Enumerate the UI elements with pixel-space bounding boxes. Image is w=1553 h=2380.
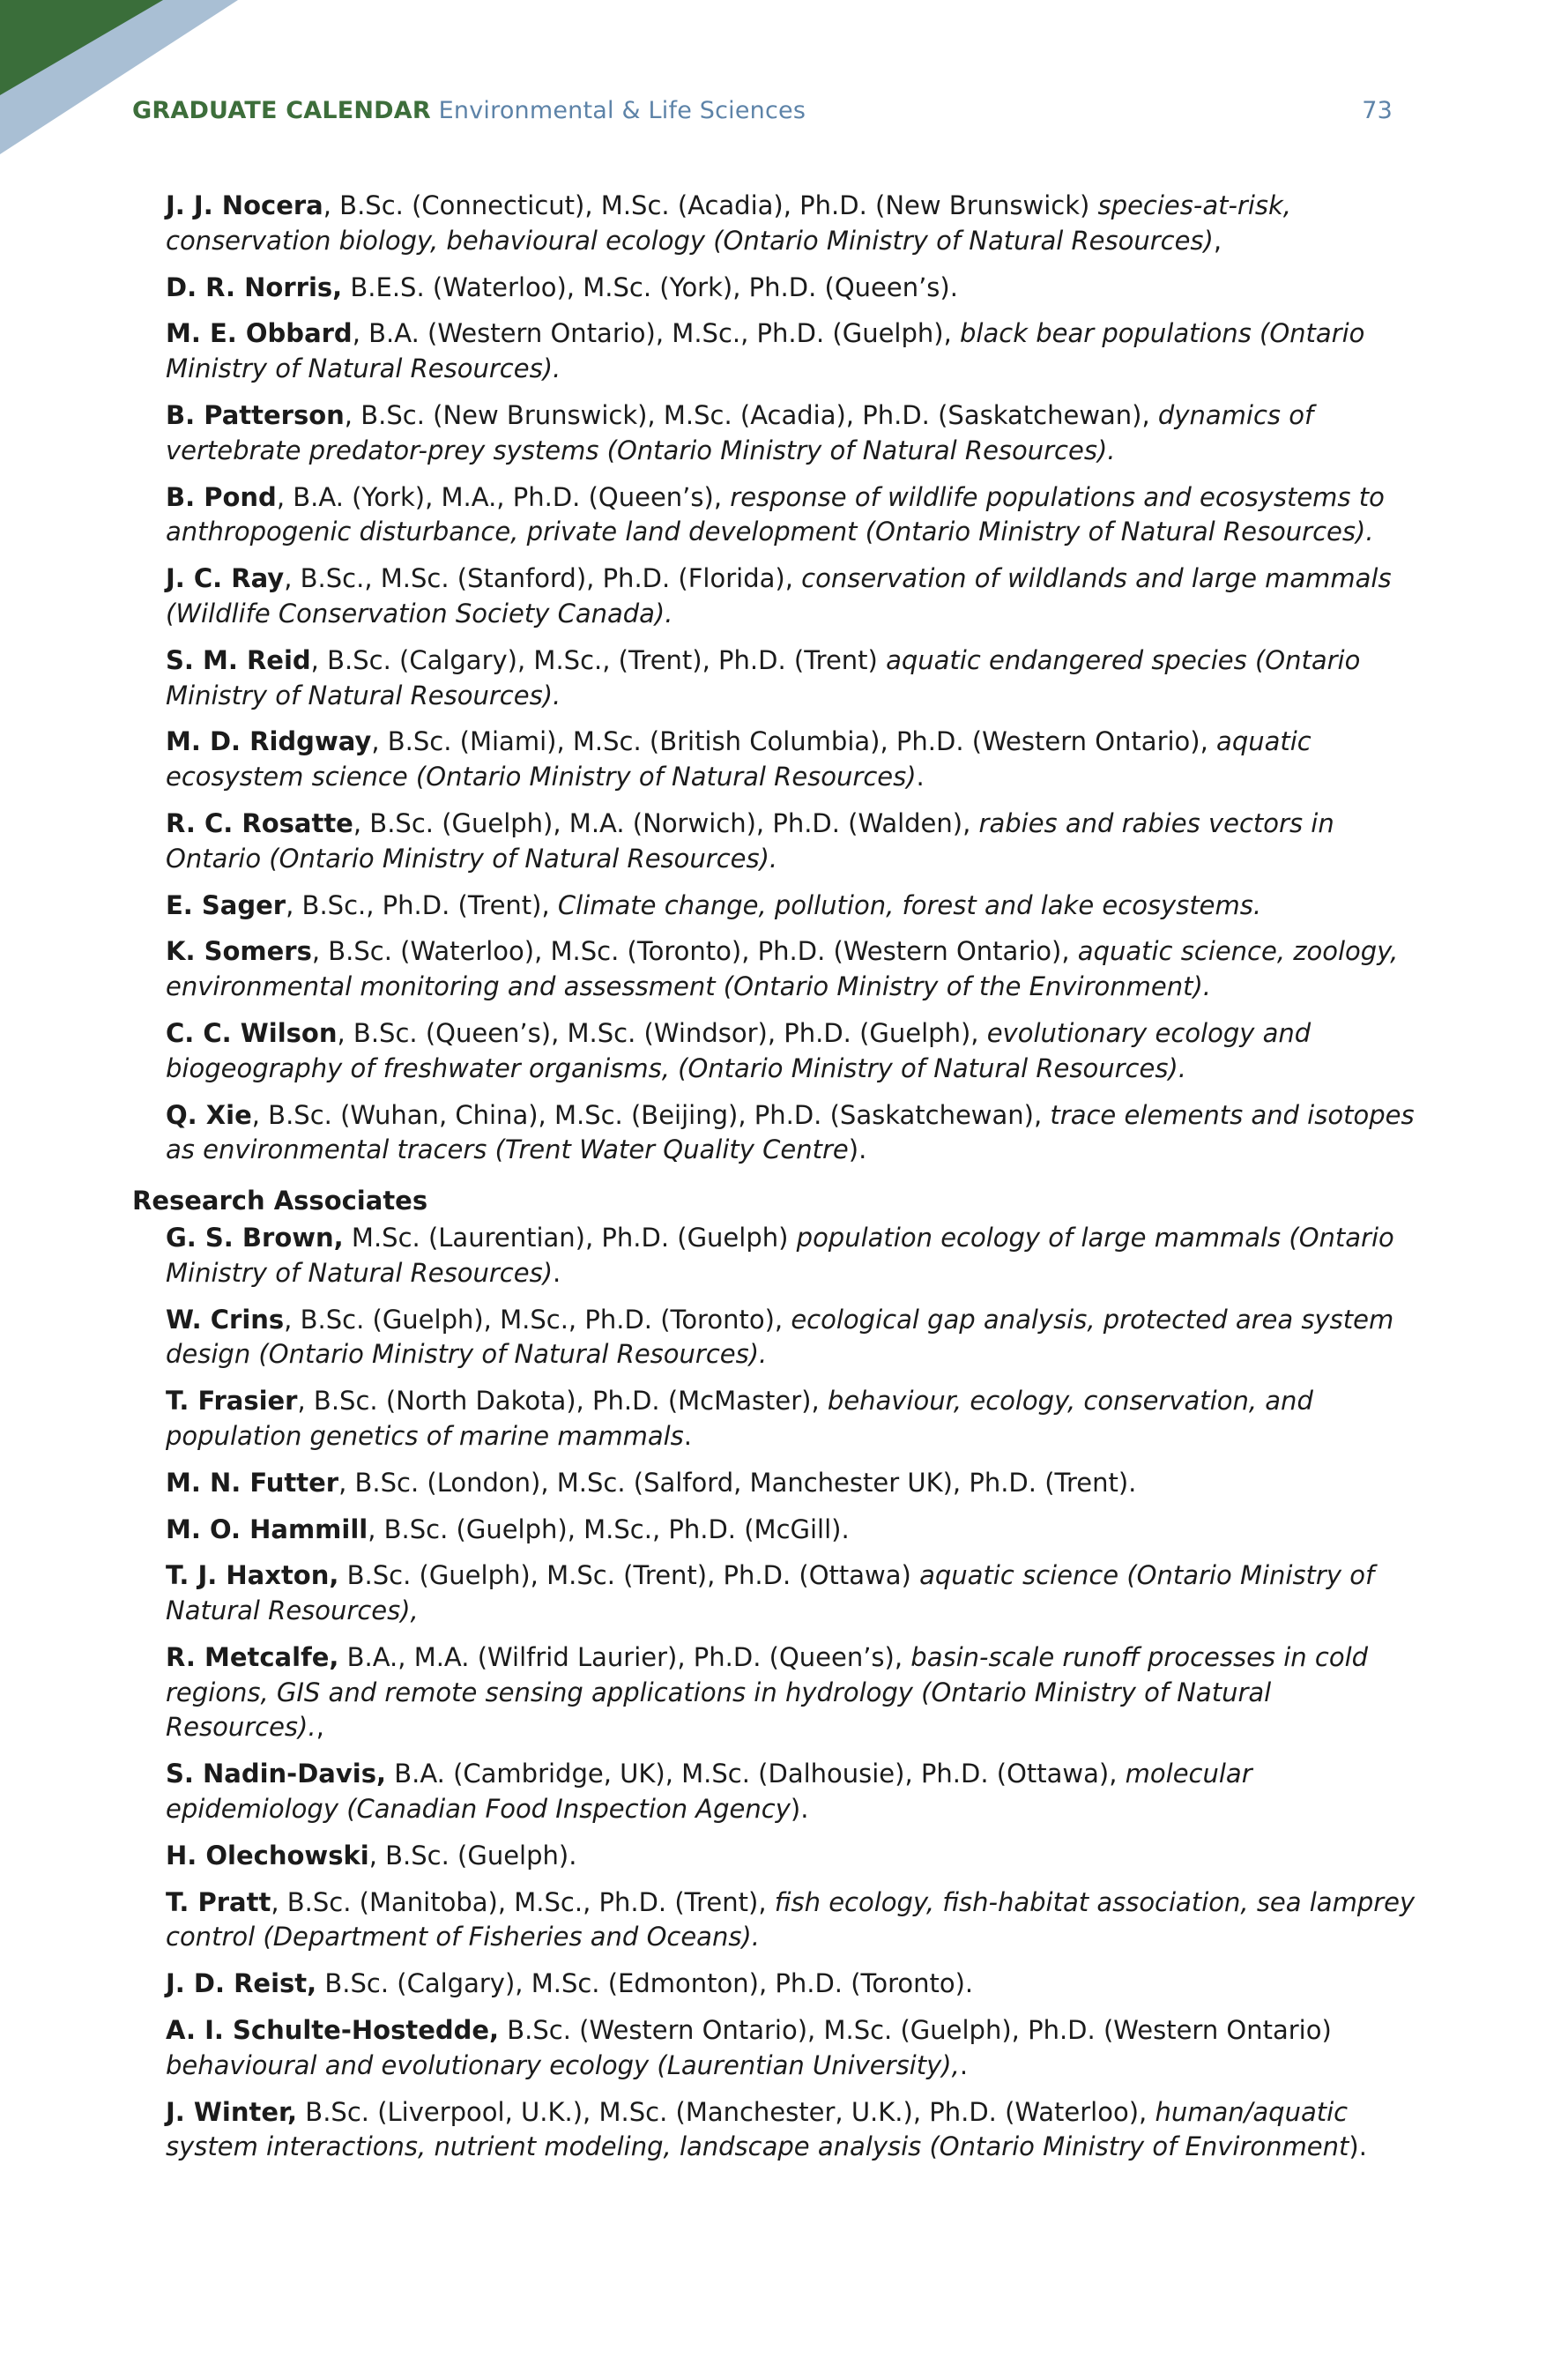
- faculty-name: E. Sager: [166, 889, 286, 920]
- adjunct-faculty-list: [132, 189, 1428, 1168]
- faculty-name: T. J. Haxton,: [166, 1560, 339, 1591]
- research-associates-heading: Research Associates: [132, 1186, 428, 1216]
- corner-decoration: [0, 0, 238, 154]
- faculty-name: S. M. Reid: [166, 644, 311, 675]
- faculty-entry: [166, 2013, 1428, 2084]
- faculty-entry: [166, 1640, 1428, 1745]
- faculty-name: R. Metcalfe,: [166, 1641, 339, 1672]
- research-interests: population ecology of large mammals (Ontario Ministry of Natural Resources): [166, 1222, 1394, 1288]
- research-interests: basin-scale runoff processes in cold regions, GIS and remote sensing applications in hydrology (Ontario Ministry of Natural Resources).: [166, 1641, 1369, 1743]
- faculty-credentials: , B.Sc. (Manitoba), M.Sc., Ph.D. (Trent),: [271, 1886, 775, 1917]
- faculty-entry: [166, 271, 1428, 306]
- faculty-credentials: , B.Sc. (Wuhan, China), M.Sc. (Beijing), Ph.D. (Saskatchewan),: [251, 1099, 1051, 1130]
- faculty-credentials: , B.Sc. (North Dakota), Ph.D. (McMaster),: [297, 1386, 828, 1417]
- research-interests: behaviour, ecology, conservation, and population genetics of marine mammals: [166, 1386, 1313, 1451]
- faculty-name: G. S. Brown,: [166, 1222, 344, 1253]
- research-interests: aquatic science, zoology, environmental monitoring and assessment (Ontario Ministry of the Environment).: [166, 936, 1399, 1002]
- research-associates-list: [132, 1221, 1428, 2165]
- faculty-listing: [132, 189, 1428, 2176]
- faculty-entry: [166, 189, 1428, 259]
- faculty-entry: [166, 1885, 1428, 1956]
- research-interests: aquatic endangered species (Ontario Ministry of Natural Resources).: [166, 644, 1361, 710]
- faculty-entry: [166, 889, 1428, 924]
- faculty-name: D. R. Norris,: [166, 271, 343, 302]
- entry-punctuation: .: [916, 762, 925, 792]
- faculty-entry: [166, 1466, 1428, 1501]
- page-number: 73: [1362, 97, 1393, 124]
- faculty-name: J. C. Ray: [166, 563, 285, 594]
- faculty-credentials: , B.Sc. (New Brunswick), M.Sc. (Acadia), Ph.D. (Saskatchewan),: [344, 399, 1158, 430]
- faculty-credentials: , B.Sc. (Guelph), M.Sc., Ph.D. (Toronto),: [284, 1304, 791, 1335]
- faculty-entry: [166, 934, 1428, 1005]
- faculty-entry: [166, 398, 1428, 469]
- faculty-credentials: B.E.S. (Waterloo), M.Sc. (York), Ph.D. (Queen’s).: [342, 271, 958, 302]
- faculty-name: M. N. Futter: [166, 1467, 339, 1498]
- faculty-entry: [166, 725, 1428, 795]
- research-interests: dynamics of vertebrate predator-prey systems (Ontario Ministry of Natural Resources).: [166, 399, 1314, 465]
- research-interests: ecological gap analysis, protected area system design (Ontario Ministry of Natural Resources).: [166, 1304, 1394, 1370]
- research-interests: trace elements and isotopes as environmental tracers (Trent Water Quality Centre: [166, 1099, 1415, 1165]
- faculty-entry: [166, 1016, 1428, 1087]
- faculty-name: B. Pond: [166, 481, 277, 512]
- research-interests: rabies and rabies vectors in Ontario (Ontario Ministry of Natural Resources).: [166, 807, 1334, 874]
- faculty-entry: [166, 1384, 1428, 1454]
- entry-punctuation: ).: [1349, 2131, 1367, 2162]
- research-interests: response of wildlife populations and ecosystems to anthropogenic disturbance, private land development (Ontario Ministry of Natural Resources).: [166, 481, 1385, 547]
- research-interests: human/aquatic system interactions, nutrient modeling, landscape analysis (Ontario Ministry of Environment: [166, 2096, 1349, 2162]
- faculty-credentials: , B.Sc. (Guelph), M.A. (Norwich), Ph.D. (Walden),: [353, 807, 979, 838]
- research-interests: aquatic science (Ontario Ministry of Natural Resources),: [166, 1560, 1375, 1626]
- faculty-entry: [166, 1303, 1428, 1373]
- faculty-entry: [166, 1558, 1428, 1629]
- faculty-credentials: , B.Sc., M.Sc. (Stanford), Ph.D. (Florida),: [284, 563, 802, 594]
- faculty-credentials: , B.Sc. (Guelph), M.Sc., Ph.D. (McGill).: [368, 1514, 850, 1544]
- faculty-name: S. Nadin-Davis,: [166, 1759, 386, 1789]
- faculty-credentials: , B.Sc. (Calgary), M.Sc., (Trent), Ph.D. (Trent): [310, 644, 887, 675]
- faculty-entry: [166, 1221, 1428, 1291]
- faculty-name: J. D. Reist,: [166, 1968, 317, 1999]
- faculty-name: M. E. Obbard: [166, 318, 353, 349]
- research-interests: aquatic ecosystem science (Ontario Ministry of Natural Resources): [166, 726, 1312, 792]
- faculty-name: B. Patterson: [166, 399, 345, 430]
- faculty-credentials: , B.Sc. (London), M.Sc. (Salford, Manchester UK), Ph.D. (Trent).: [338, 1467, 1137, 1498]
- faculty-name: C. C. Wilson: [166, 1017, 338, 1048]
- faculty-entry: [166, 1513, 1428, 1548]
- faculty-credentials: , B.A. (Western Ontario), M.Sc., Ph.D. (Guelph),: [352, 318, 961, 349]
- section-title: Environmental & Life Sciences: [438, 97, 806, 124]
- faculty-entry: [166, 316, 1428, 387]
- faculty-credentials: B.A. (Cambridge, UK), M.Sc. (Dalhousie), Ph.D. (Ottawa),: [385, 1759, 1126, 1789]
- faculty-name: M. D. Ridgway: [166, 726, 372, 757]
- faculty-credentials: , B.Sc. (Guelph).: [368, 1840, 577, 1871]
- research-interests: conservation of wildlands and large mammals (Wildlife Conservation Society Canada).: [166, 563, 1392, 628]
- research-interests: black bear populations (Ontario Ministry of Natural Resources).: [166, 318, 1365, 384]
- entry-punctuation: ,: [316, 1712, 324, 1743]
- faculty-credentials: M.Sc. (Laurentian), Ph.D. (Guelph): [343, 1222, 797, 1253]
- faculty-entry: [166, 1967, 1428, 2002]
- faculty-credentials: , B.A. (York), M.A., Ph.D. (Queen’s),: [276, 481, 731, 512]
- faculty-credentials: , B.Sc. (Miami), M.Sc. (British Columbia), Ph.D. (Western Ontario),: [371, 726, 1217, 757]
- faculty-entry: [166, 1757, 1428, 1827]
- faculty-credentials: B.Sc. (Liverpool, U.K.), M.Sc. (Manchester, U.K.), Ph.D. (Waterloo),: [297, 2096, 1155, 2127]
- faculty-name: H. Olechowski: [166, 1840, 369, 1871]
- faculty-name: T. Frasier: [166, 1386, 298, 1417]
- entry-punctuation: ).: [848, 1134, 867, 1165]
- calendar-title: GRADUATE CALENDAR: [132, 97, 431, 124]
- faculty-credentials: , B.Sc. (Queen’s), M.Sc. (Windsor), Ph.D. (Guelph),: [337, 1017, 987, 1048]
- page-header: [132, 97, 1393, 124]
- faculty-name: W. Crins: [166, 1304, 285, 1335]
- research-interests: fish ecology, fish-habitat association, sea lamprey control (Department of Fisheries and Oceans).: [166, 1886, 1416, 1952]
- research-interests: evolutionary ecology and biogeography of freshwater organisms, (Ontario Ministry of Natural Resources).: [166, 1017, 1312, 1083]
- entry-punctuation: .: [959, 2049, 969, 2080]
- faculty-entry: [166, 562, 1428, 632]
- faculty-credentials: B.A., M.A. (Wilfrid Laurier), Ph.D. (Queen’s),: [338, 1641, 911, 1672]
- faculty-credentials: B.Sc. (Guelph), M.Sc. (Trent), Ph.D. (Ottawa): [338, 1560, 920, 1591]
- faculty-credentials: , B.Sc. (Connecticut), M.Sc. (Acadia), Ph.D. (New Brunswick): [323, 190, 1098, 220]
- faculty-name: K. Somers: [166, 936, 312, 967]
- research-interests: molecular epidemiology (Canadian Food Inspection Agency: [166, 1759, 1252, 1825]
- faculty-entry: [166, 807, 1428, 877]
- faculty-name: A. I. Schulte-Hostedde,: [166, 2015, 500, 2046]
- entry-punctuation: ).: [790, 1794, 809, 1825]
- research-interests: species-at-risk, conservation biology, behavioural ecology (Ontario Ministry of Natural Resources): [166, 190, 1292, 256]
- faculty-credentials: B.Sc. (Western Ontario), M.Sc. (Guelph), Ph.D. (Western Ontario): [499, 2015, 1332, 2046]
- faculty-entry: [166, 480, 1428, 551]
- entry-punctuation: .: [553, 1257, 561, 1288]
- faculty-entry: [166, 2095, 1428, 2166]
- entry-punctuation: ,: [1213, 225, 1222, 256]
- faculty-entry: [166, 643, 1428, 714]
- faculty-name: Q. Xie: [166, 1099, 252, 1130]
- faculty-name: J. J. Nocera: [166, 190, 323, 220]
- faculty-name: R. C. Rosatte: [166, 807, 353, 838]
- faculty-entry: [166, 1098, 1428, 1169]
- faculty-credentials: B.Sc. (Calgary), M.Sc. (Edmonton), Ph.D. (Toronto).: [316, 1968, 974, 1999]
- faculty-credentials: , B.Sc. (Waterloo), M.Sc. (Toronto), Ph.D. (Western Ontario),: [311, 936, 1078, 967]
- research-interests: behavioural and evolutionary ecology (Laurentian University),: [166, 2049, 960, 2080]
- faculty-entry: [166, 1839, 1428, 1874]
- research-interests: Climate change, pollution, forest and lake ecosystems.: [557, 889, 1262, 920]
- faculty-name: J. Winter,: [166, 2096, 298, 2127]
- faculty-name: T. Pratt: [166, 1886, 271, 1917]
- faculty-name: M. O. Hammill: [166, 1514, 368, 1544]
- entry-punctuation: .: [683, 1420, 692, 1451]
- faculty-credentials: , B.Sc., Ph.D. (Trent),: [286, 889, 558, 920]
